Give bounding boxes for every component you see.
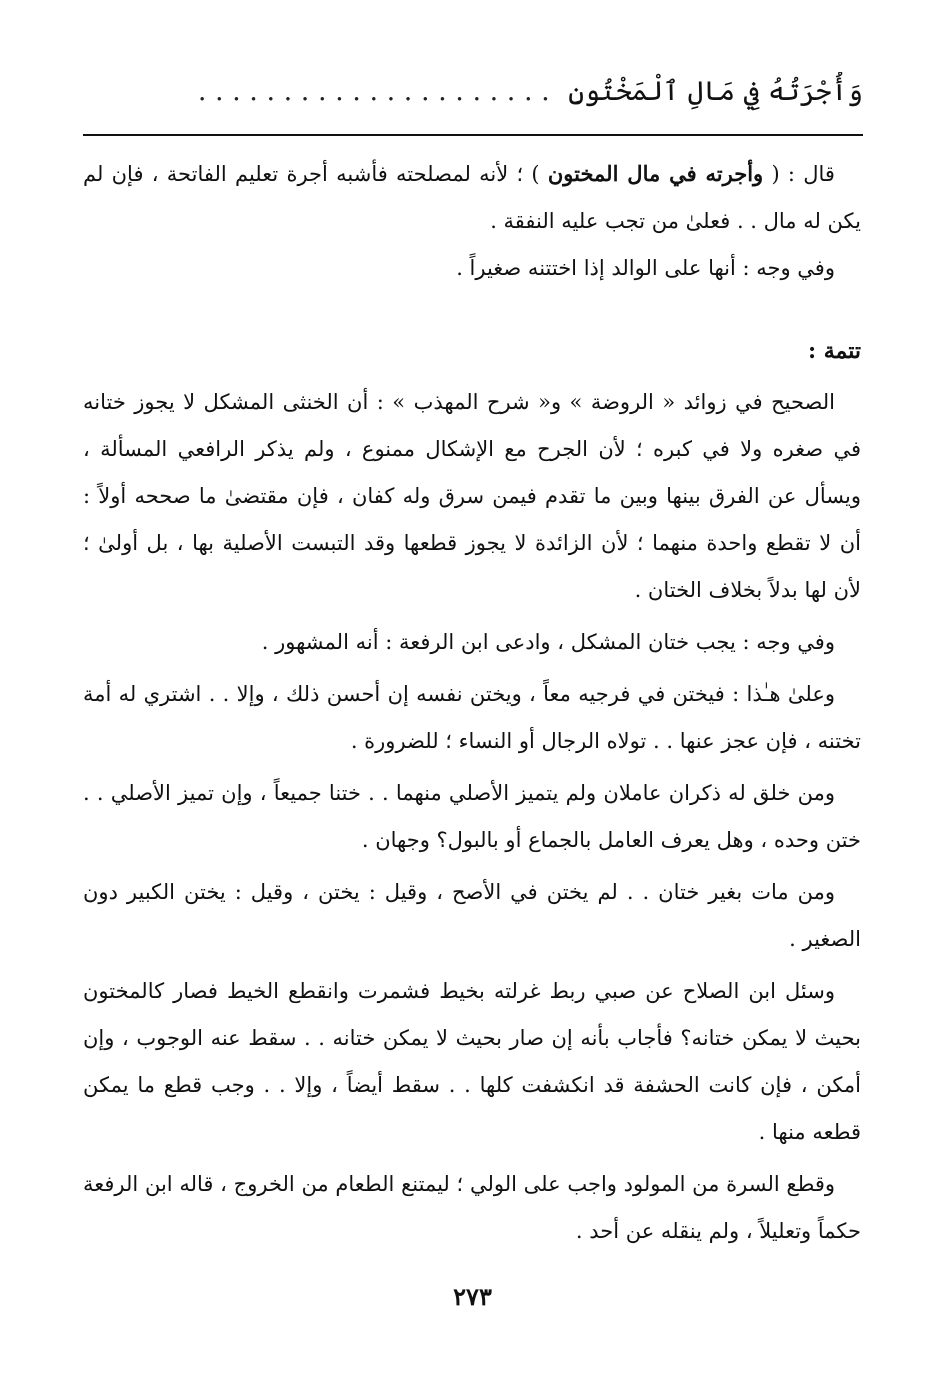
matn-prefix: قال : ( [771, 162, 835, 186]
matn-rest: ) ؛ لأنه لمصلحته فأشبه أجرة تعليم الفاتحة ، فإن لم يكن له مال . . فعلىٰ من تجب عليه النفقة . [83, 162, 861, 233]
paragraph-6: وسئل ابن الصلاح عن صبي ربط غرلته بخيط فشمرت وانقطع الخيط فصار كالمختون بحيث لا يمكن ختانه؟ فأجاب بأنه إن صار بحيث لا يمكن ختانه . . سقط عنه الوجوب ، وإن أمكن ، فإن كانت الحشفة قد انكشفت كلها . . سقط أيضاً ، وإلا . . وجب قطع ما يمكن قطعه منها . [83, 979, 861, 1144]
paragraph-2: وفي وجه : يجب ختان المشكل ، وادعى ابن الرفعة : أنه المشهور . [261, 630, 835, 654]
running-head-dots: . . . . . . . . . . . . . . . . . . . . . [197, 76, 550, 107]
section-heading: تتمة : [807, 338, 861, 364]
paragraph-4: ومن خلق له ذكران عاملان ولم يتميز الأصلي منهما . . ختنا جميعاً ، وإن تميز الأصلي . . ختن وحده ، وهل يعرف العامل بالجماع أو بالبول؟ وجهان . [83, 781, 861, 852]
paragraph-3: وعلىٰ هـٰذا : فيختن في فرجيه معاً ، ويختن نفسه إن أحسن ذلك ، وإلا . . اشتري له أمة تختنه ، فإن عجز عنها . . تولاه الرجال أو النساء ؛ للضرورة . [83, 682, 861, 753]
page-body [83, 150, 861, 1255]
paragraph-5: ومن مات بغير ختان . . لم يختن في الأصح ، وقيل : يختن ، وقيل : يختن الكبير دون الصغير . [83, 880, 861, 951]
matn-paragraph [83, 150, 861, 245]
running-head-title: وَأُجْرَتُهُ فِي مَالِ ٱلْمَخْتُونِ [568, 76, 863, 107]
running-head [83, 72, 863, 112]
matn-second: وفي وجه : أنها على الوالد إذا اختتنه صغيراً . [456, 256, 835, 280]
header-rule [83, 134, 863, 136]
paragraph-7: وقطع السرة من المولود واجب على الولي ؛ ليمتنع الطعام من الخروج ، قاله ابن الرفعة حكماً وتعليلاً ، ولم ينقله عن أحد . [83, 1172, 861, 1243]
paragraph-1: الصحيح في زوائد « الروضة » و« شرح المهذب » : أن الخنثى المشكل لا يجوز ختانه في صغره ولا في كبره ؛ لأن الجرح مع الإشكال ممنوع ، ولم يذكر الرافعي المسألة ، ويسأل عن الفرق بينها وبين ما تقدم فيمن سرق وله كفان ، فإن مقتضىٰ ما صححه أولاً : أن لا تقطع واحدة منهما ؛ لأن الزائدة لا يجوز قطعها وقد التبست الأصلية بها ، بل أولىٰ ؛ لأن لها بدلاً بخلاف الختان . [83, 390, 861, 602]
matn-quote: وأجرته في مال المختون [547, 161, 764, 186]
page-number: ٢٧٣ [453, 1282, 492, 1311]
